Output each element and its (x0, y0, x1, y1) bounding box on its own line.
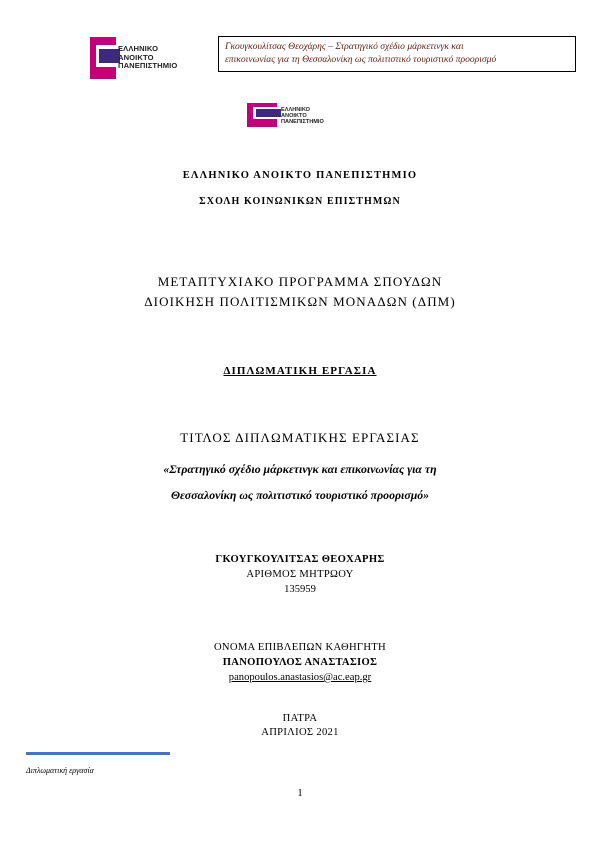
thesis-label: ΔΙΠΛΩΜΑΤΙΚΗ ΕΡΓΑΣΙΑ (223, 365, 377, 377)
supervisor-email-link[interactable]: panopoulos.anastasios@ac.eap.gr (228, 672, 372, 683)
university-name: ΕΛΛΗΝΙΚΟ ΑΝΟΙΚΤΟ ΠΑΝΕΠΙΣΤΗΜΙΟ (182, 170, 418, 181)
header-logo-text: ΕΛΛΗΝΙΚΟ ΑΝΟΙΚΤΟ ΠΑΝΕΠΙΣΤΗΜΙΟ (118, 44, 178, 71)
registry-label: ΑΡΙΘΜΟΣ ΜΗΤΡΩΟΥ (246, 569, 354, 580)
running-header-line-2: επικοινωνίας για τη Θεσσαλονίκη ως πολιτιστικό τουριστικό προορισμό (225, 54, 497, 65)
footer-divider (26, 752, 170, 755)
eap-logo-icon (247, 103, 281, 127)
supervisor-email-row (0, 672, 600, 683)
registry-number: 135959 (284, 584, 316, 595)
program-subtitle: ΔΙΟΙΚΗΣΗ ΠΟΛΙΤΙΣΜΙΚΩΝ ΜΟΝΑΔΩΝ (ΔΠΜ) (144, 294, 456, 309)
program-title: ΜΕΤΑΠΤΥΧΙΑΚΟ ΠΡΟΓΡΑΜΜΑ ΣΠΟΥΔΩΝ (157, 274, 443, 289)
thesis-title-heading: ΤΙΤΛΟΣ ΔΙΠΛΩΜΑΤΙΚΗΣ ΕΡΓΑΣΙΑΣ (180, 430, 420, 445)
eap-logo-icon (90, 37, 120, 79)
running-header-line-1: Γκουγκουλίτσας Θεοχάρης – Στρατηγικό σχέδιο μάρκετινγκ και (225, 41, 464, 52)
supervisor-name: ΠΑΝΟΠΟΥΛΟΣ ΑΝΑΣΤΑΣΙΟΣ (222, 657, 378, 668)
footer-label: Διπλωματική εργασία (26, 766, 94, 775)
submission-date: ΑΠΡΙΛΙΟΣ 2021 (261, 727, 339, 738)
page-number: 1 (297, 788, 303, 799)
supervisor-label: ΟΝΟΜΑ ΕΠΙΒΛΕΠΩΝ ΚΑΘΗΓΗΤΗ (213, 642, 387, 653)
cover-logo-text: ΕΛΛΗΝΙΚΟ ΑΝΟΙΚΤΟ ΠΑΝΕΠΙΣΤΗΜΙΟ (281, 107, 324, 126)
cover-logo (247, 103, 367, 127)
city: ΠΑΤΡΑ (282, 713, 318, 724)
author-name: ΓΚΟΥΓΚΟΥΛΙΤΣΑΣ ΘΕΟΧΑΡΗΣ (215, 554, 385, 565)
running-header-title (218, 36, 576, 72)
thesis-title-line-1: «Στρατηγικό σχέδιο μάρκετινγκ και επικοινωνίας για τη (163, 462, 437, 476)
header-logo (90, 37, 202, 79)
thesis-title-line-2: Θεσσαλονίκη ως πολιτιστικό τουριστικό προορισμό» (170, 488, 430, 502)
school-name: ΣΧΟΛΗ ΚΟΙΝΩΝΙΚΩΝ ΕΠΙΣΤΗΜΩΝ (199, 196, 401, 207)
